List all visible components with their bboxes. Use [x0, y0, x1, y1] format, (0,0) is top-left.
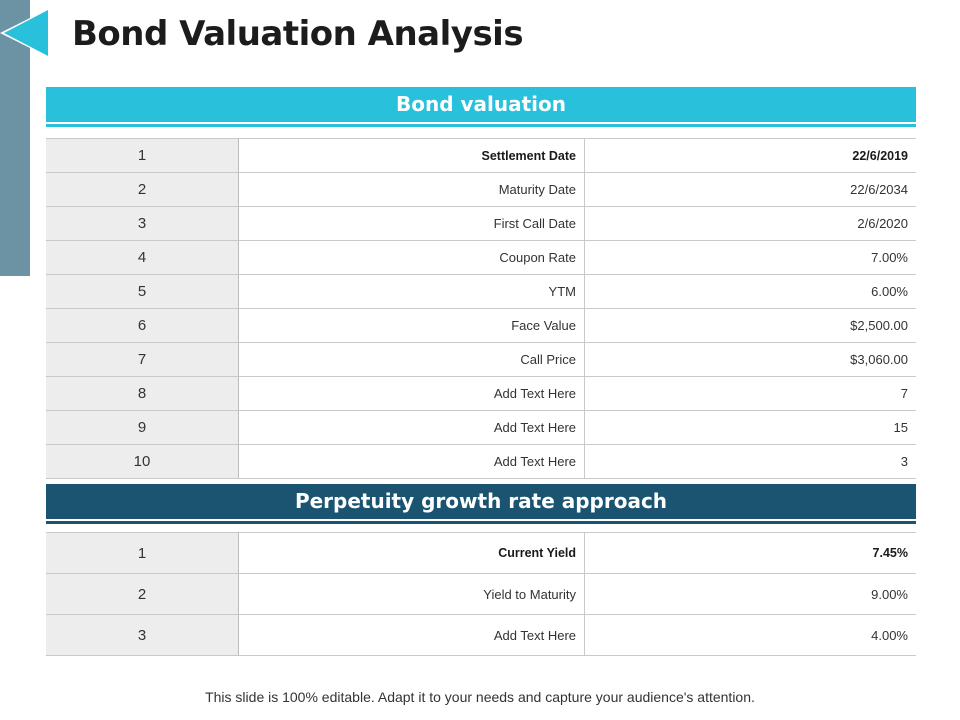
arrow-left-icon — [0, 4, 62, 62]
row-value: 6.00% — [585, 275, 917, 309]
row-number: 7 — [46, 343, 239, 377]
perpetuity-table — [46, 532, 916, 656]
page-title: Bond Valuation Analysis — [72, 14, 524, 54]
row-number: 1 — [46, 139, 239, 173]
table-row — [46, 139, 916, 173]
row-label: Maturity Date — [239, 173, 585, 207]
table-row — [46, 533, 916, 574]
row-value: $3,060.00 — [585, 343, 917, 377]
row-value: 9.00% — [585, 574, 917, 615]
section-rule — [46, 521, 916, 524]
row-number: 1 — [46, 533, 239, 574]
row-value: 22/6/2019 — [585, 139, 917, 173]
table-row — [46, 173, 916, 207]
row-number: 6 — [46, 309, 239, 343]
table-row — [46, 445, 916, 479]
row-number: 2 — [46, 173, 239, 207]
row-label: Add Text Here — [239, 377, 585, 411]
row-value: 3 — [585, 445, 917, 479]
footer-note: This slide is 100% editable. Adapt it to your needs and capture your audience's attention. — [205, 689, 755, 705]
table-row — [46, 241, 916, 275]
row-value: 22/6/2034 — [585, 173, 917, 207]
table-row — [46, 343, 916, 377]
bond-valuation-header — [46, 87, 916, 127]
row-number: 3 — [46, 615, 239, 656]
row-label: Add Text Here — [239, 445, 585, 479]
row-number: 4 — [46, 241, 239, 275]
table-row — [46, 309, 916, 343]
row-value: 2/6/2020 — [585, 207, 917, 241]
row-label: Coupon Rate — [239, 241, 585, 275]
row-label: YTM — [239, 275, 585, 309]
row-label: Call Price — [239, 343, 585, 377]
row-value: $2,500.00 — [585, 309, 917, 343]
table-row — [46, 411, 916, 445]
row-number: 8 — [46, 377, 239, 411]
table-row — [46, 207, 916, 241]
row-label: Add Text Here — [239, 411, 585, 445]
bond-valuation-table — [46, 138, 916, 479]
row-label: Add Text Here — [239, 615, 585, 656]
row-value: 15 — [585, 411, 917, 445]
table-row — [46, 377, 916, 411]
row-label: Settlement Date — [239, 139, 585, 173]
row-label: Face Value — [239, 309, 585, 343]
section-title: Bond valuation — [46, 87, 916, 122]
row-number: 3 — [46, 207, 239, 241]
table-row — [46, 574, 916, 615]
row-value: 7.45% — [585, 533, 917, 574]
row-number: 2 — [46, 574, 239, 615]
row-value: 4.00% — [585, 615, 917, 656]
perpetuity-header — [46, 484, 916, 524]
row-number: 10 — [46, 445, 239, 479]
row-label: Current Yield — [239, 533, 585, 574]
row-number: 5 — [46, 275, 239, 309]
section-title: Perpetuity growth rate approach — [46, 484, 916, 519]
row-value: 7 — [585, 377, 917, 411]
row-value: 7.00% — [585, 241, 917, 275]
row-label: Yield to Maturity — [239, 574, 585, 615]
section-rule — [46, 124, 916, 127]
table-row — [46, 615, 916, 656]
table-row — [46, 275, 916, 309]
row-number: 9 — [46, 411, 239, 445]
row-label: First Call Date — [239, 207, 585, 241]
